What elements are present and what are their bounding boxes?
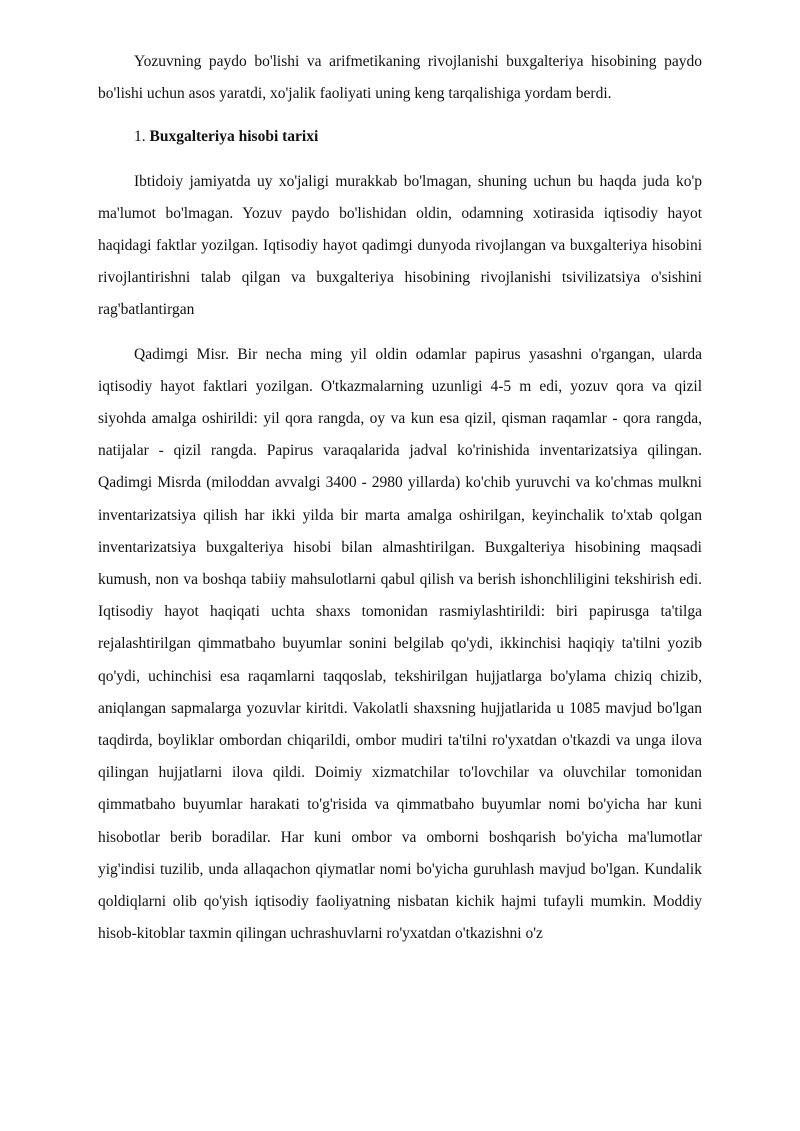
document-page: [98, 46, 702, 950]
section-heading: [98, 121, 702, 153]
section-number: 1.: [134, 128, 146, 146]
paragraph-primitive-society: Ibtidoiy jamiyatda uy xo'jaligi murakkab bo'lmagan, shuning uchun bu haqda juda ko'p ma'lumot bo'lmagan. Yozuv paydo bo'lishidan oldin, odamning xotirasida iqtisodiy hayot haqidagi faktlar yozilgan. Iqtisodiy hayot qadimgi dunyoda rivojlangan va buxgalteriya hisobini rivojlantirishni talab qilgan va buxgalteriya hisobining rivojlanishi tsivilizatsiya o'sishini rag'batlantirgan: [98, 172, 702, 319]
paragraph-ancient-egypt: Qadimgi Misr. Bir necha ming yil oldin odamlar papirus yasashni o'rgangan, ularda iqtisodiy hayot faktlari yozilgan. O'tkazmalarning uzunligi 4-5 m edi, yozuv qora va qizil siyohda amalga oshirildi: yil qora rangda, oy va kun esa qizil, qisman raqamlar - qora rangda, natijalar - qizil rangda. Papirus varaqalarida jadval ko'rinishida inventarizatsiya qilingan. Qadimgi Misrda (miloddan avvalgi 3400 - 2980 yillarda) ko'chib yuruvchi va ko'chmas mulkni inventarizatsiya qilish har ikki yilda bir marta amalga oshirilgan, keyinchalik to'xtab qolgan inventarizatsiya buxgalteriya hisobi bilan almashtirilgan. Buxgalteriya hisobining maqsadi kumush, non va boshqa tabiiy mahsulotlarni qabul qilish va berish ishonchliligini tekshirish edi. Iqtisodiy hayot haqiqati uchta shaxs tomonidan rasmiylashtirildi: biri papirusga ta'tilga rejalashtirilgan qimmatbaho buyumlar sonini belgilab qo'ydi, ikkinchisi haqiqiy ta'tilni yozib qo'ydi, uchinchisi esa raqamlarni taqqoslab, tekshirilgan hujjatlarga bo'ylama chiziq chizib, aniqlangan sapmalarga yozuvlar kiritdi. Vakolatli shaxsning hujjatlarida u 1085 mavjud bo'lgan taqdirda, boyliklar ombordan chiqarildi, ombor mudiri ta'tilni ro'yxatdan o'tkazdi va unga ilova qilingan hujjatlarni ilova qildi. Doimiy xizmatchilar to'lovchilar va oluvchilar tomonidan qimmatbaho buyumlar harakati to'g'risida va qimmatbaho buyumlar nomi bo'yicha har kuni hisobotlar berib boradilar. Har kuni ombor va omborni boshqarish bo'yicha ma'lumotlar yig'indisi tuzilib, unda allaqachon qiymatlar nomi bo'yicha guruhlash mavjud bo'lgan. Kundalik qoldiqlarni olib qo'yish iqtisodiy faoliyatning nisbatan kichik hajmi tufayli mumkin. Moddiy hisob-kitoblar taxmin qilingan uchrashuvlarni ro'yxatdan o'tkazishni o'z: [98, 345, 702, 943]
intro-paragraph: Yozuvning paydo bo'lishi va arifmetikaning rivojlanishi buxgalteriya hisobining paydo bo'lishi uchun asos yaratdi, xo'jalik faoliyati uning keng tarqalishiga yordam berdi.: [98, 53, 702, 103]
section-title: Buxgalteriya hisobi tarixi: [149, 128, 319, 146]
